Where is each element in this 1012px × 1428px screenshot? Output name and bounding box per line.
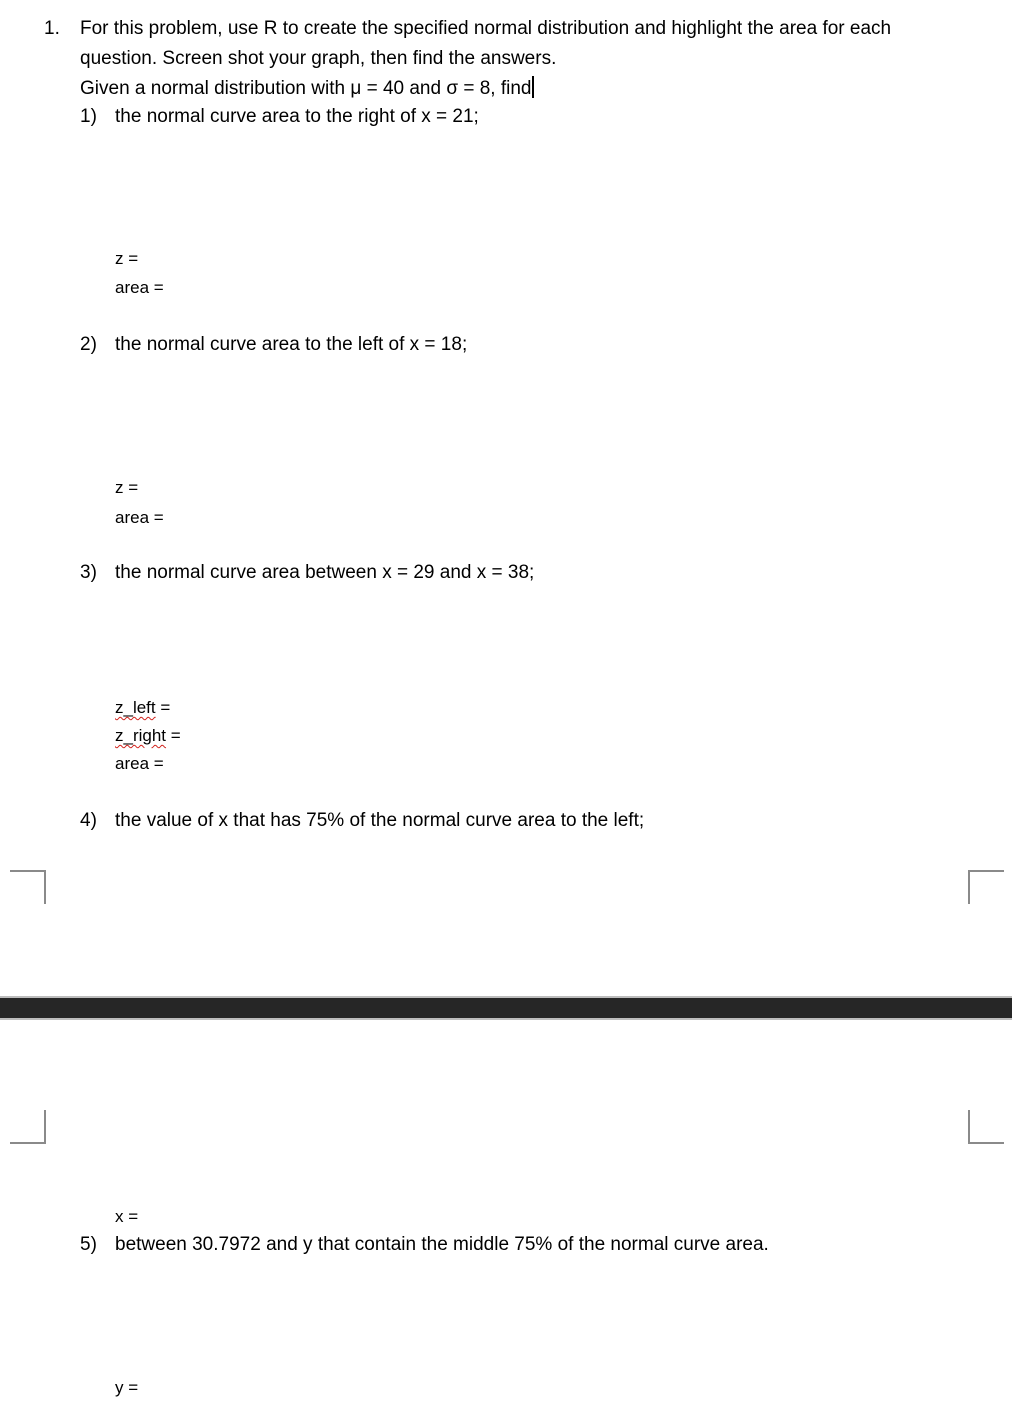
question-3-area-answer[interactable]: area = [115,754,164,773]
problem-intro-line-2: question. Screen shot your graph, then find the answers. [80,48,557,69]
question-2-z-answer[interactable]: z = [115,478,139,497]
z-right-equals: = [166,726,181,745]
z-left-equals: = [155,698,171,717]
question-2-area-answer[interactable]: area = [115,508,164,527]
question-4-text: the value of x that has 75% of the normal curve area to the left; [115,810,645,831]
question-4-x-answer[interactable]: x = [115,1207,139,1226]
question-5-number: 5) [80,1234,97,1255]
page-break-edge-bottom [0,1018,1012,1020]
z-right-word: z_right [115,726,167,745]
question-1-number: 1) [80,106,97,127]
question-1-text: the normal curve area to the right of x = 21; [115,106,479,127]
question-3-number: 3) [80,562,97,583]
problem-intro-line-1: For this problem, use R to create the specified normal distribution and highlight the area for each [80,18,892,39]
page-break [0,998,1012,1018]
question-1-area-answer[interactable]: area = [115,278,164,297]
z-left-word: z_left [115,698,156,717]
question-5-y-answer[interactable]: y = [115,1378,139,1397]
text-cursor [532,76,534,98]
question-3-z-left-answer[interactable] [115,697,170,719]
question-3-text: the normal curve area between x = 29 and x = 38; [115,562,535,583]
crop-mark-top-right [968,1110,1004,1144]
problem-number: 1. [44,18,60,39]
question-1-z-answer[interactable]: z = [115,249,139,268]
problem-intro-line-3[interactable] [80,76,534,100]
question-3-z-right-answer[interactable] [115,725,181,747]
question-2-number: 2) [80,334,97,355]
crop-mark-bottom-left [10,870,46,904]
crop-mark-bottom-right [968,870,1004,904]
question-2-text: the normal curve area to the left of x = 18; [115,334,468,355]
crop-mark-top-left [10,1110,46,1144]
question-4-number: 4) [80,810,97,831]
question-5-text: between 30.7972 and y that contain the middle 75% of the normal curve area. [115,1234,769,1255]
intro-line-3-text: Given a normal distribution with μ = 40 and σ = 8, find [80,78,532,99]
